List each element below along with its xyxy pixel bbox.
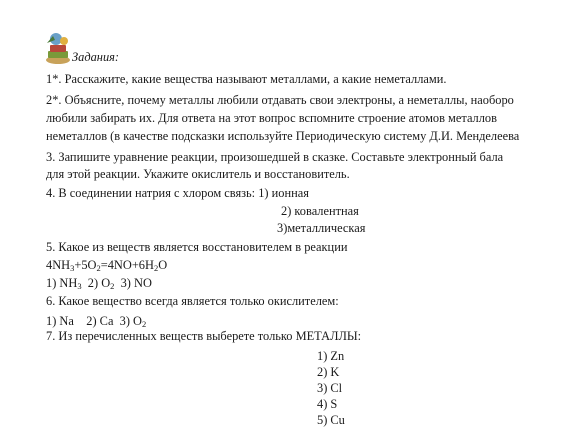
question-3-line-1: 3. Запишите уравнение реакции, произошедшей в сказке. Составьте электронный бала <box>46 150 504 164</box>
question-3-line-2: для этой реакции. Укажите окислитель и восстановитель. <box>46 167 350 181</box>
question-5: 5. Какое из веществ является восстановителем в реакции <box>46 240 348 254</box>
question-2-line-1: 2*. Объясните, почему металлы любили отдавать свои электроны, а неметаллы, наоборо <box>46 93 514 107</box>
question-4-option-2: 2) ковалентная <box>281 204 359 218</box>
question-7: 7. Из перечисленных веществ выберете только МЕТАЛЛЫ: <box>46 329 362 343</box>
question-6: 6. Какое вещество всегда является только окислителем: <box>46 294 339 308</box>
question-7-option-1: 1) Zn <box>317 349 345 363</box>
page-title: Задания: <box>72 50 120 64</box>
question-7-option-3: 3) Cl <box>317 381 343 395</box>
question-4: 4. В соединении натрия с хлором связь: 1) ионная <box>46 186 309 200</box>
question-7-option-2: 2) K <box>317 365 340 379</box>
question-6-options: 1) Na 2) Ca 3) $O_2$ <box>46 314 147 329</box>
question-1: 1*. Расскажите, какие вещества называют металлами, а какие неметаллами. <box>46 72 447 86</box>
question-7-option-5: 5) Cu <box>317 413 345 427</box>
question-4-option-3: 3)металлическая <box>277 221 366 235</box>
books-icon <box>44 31 74 65</box>
question-7-option-4: 4) S <box>317 397 338 411</box>
reaction-equation: $4NH_3+5O_2=4NO+6H_2O$ <box>46 258 168 273</box>
question-5-options: 1) $NH_3$ 2) $O_2$ 3) NO <box>46 276 152 291</box>
question-2-line-3: неметаллов (в качестве подсказки используйте Периодическую систему Д.И. Менделеева <box>46 129 520 143</box>
question-2-line-2: любили забирать их. Для ответа на этот вопрос вспомните строение атомов металлов <box>46 111 497 125</box>
